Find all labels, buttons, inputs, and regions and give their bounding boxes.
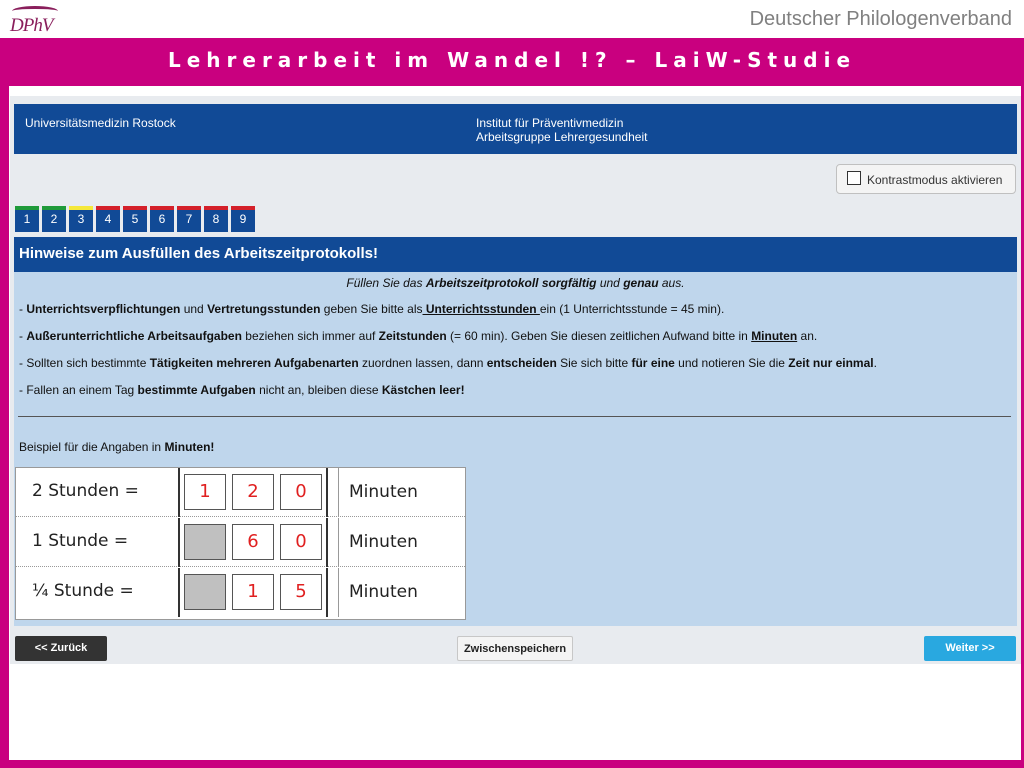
page-tab-9[interactable] (231, 206, 255, 232)
example-digit: 0 (280, 474, 322, 510)
page-tab-1[interactable] (15, 206, 39, 232)
header-institute-line1: Institut für Präventivmedizin (476, 116, 624, 130)
page-tab-8[interactable] (204, 206, 228, 232)
example-digit: 1 (232, 574, 274, 610)
example-unit: Minuten (338, 518, 418, 567)
page-tab-status-indicator (42, 206, 66, 210)
logo-text: DPhV (10, 15, 53, 36)
example-unit: Minuten (338, 568, 418, 617)
example-unit: Minuten (338, 468, 418, 517)
contrast-label: Kontrastmodus aktivieren (867, 173, 1003, 187)
page-tab-status-indicator (69, 206, 93, 210)
instruction-rule-4: - Fallen an einem Tag bestimmte Aufgaben nicht an, bleiben diese Kästchen leer! (19, 383, 465, 397)
page-tab-status-indicator (177, 206, 201, 210)
page-tab-2[interactable] (42, 206, 66, 232)
save-draft-button[interactable]: Zwischenspeichern (457, 636, 573, 661)
intro-text: Füllen Sie das Arbeitszeitprotokoll sorgfältig und genau aus. (346, 276, 685, 290)
example-digit-empty (184, 574, 226, 610)
header-university: Universitätsmedizin Rostock (25, 116, 176, 130)
back-button[interactable]: << Zurück (15, 636, 107, 661)
slide-title: Lehrerarbeit im Wandel !? – LaiW-Studie (167, 48, 857, 72)
example-digit: 0 (280, 524, 322, 560)
page-tab-label: 4 (104, 212, 112, 226)
slide-content (9, 86, 1021, 760)
page-tab-status-indicator (231, 206, 255, 210)
divider (18, 416, 1011, 417)
page-navigation (15, 206, 255, 232)
page-tab-label: 6 (158, 212, 166, 226)
instruction-rule-2: - Außerunterrichtliche Arbeitsaufgaben beziehen sich immer auf Zeitstunden (= 60 min). Geben Sie diesen zeitlichen Aufwand bitte in Minuten an. (19, 329, 818, 343)
example-digit-empty (184, 524, 226, 560)
contrast-mode-toggle[interactable] (836, 164, 1016, 194)
page-tab-label: 2 (50, 212, 58, 226)
page-tab-status-indicator (96, 206, 120, 210)
page-tab-status-indicator (204, 206, 228, 210)
survey-page (10, 96, 1021, 664)
page-tab-status-indicator (15, 206, 39, 210)
page-tab-label: 1 (23, 212, 31, 226)
example-row (16, 518, 465, 567)
example-digit-group (178, 568, 328, 617)
page-tab-4[interactable] (96, 206, 120, 232)
example-row (16, 468, 465, 517)
page-tab-3[interactable] (69, 206, 93, 232)
organization-name: Deutscher Philologenverband (749, 8, 1012, 30)
header-institute-line2: Arbeitsgruppe Lehrergesundheit (476, 130, 648, 144)
instruction-rule-1: - Unterrichtsverpflichtungen und Vertretungsstunden geben Sie bitte als Unterrichtsstunden ein (1 Unterrichtsstunde = 45 min). (19, 302, 725, 316)
example-digit: 1 (184, 474, 226, 510)
instructions-panel (14, 272, 1017, 626)
dphv-logo (10, 4, 60, 36)
survey-header (14, 104, 1017, 154)
header-institute (476, 116, 647, 144)
page-tab-status-indicator (123, 206, 147, 210)
example-digit: 2 (232, 474, 274, 510)
next-button[interactable]: Weiter >> (924, 636, 1016, 661)
page-tab-5[interactable] (123, 206, 147, 232)
page-tab-label: 9 (239, 212, 247, 226)
page-tab-7[interactable] (177, 206, 201, 232)
example-row-label: 2 Stunden = (32, 481, 139, 501)
contrast-checkbox[interactable] (847, 171, 861, 185)
page-tab-label: 7 (185, 212, 193, 226)
example-row-label: ¼ Stunde = (32, 581, 134, 601)
page-tab-6[interactable] (150, 206, 174, 232)
panel-title: Hinweise zum Ausfüllen des Arbeitszeitprotokolls! (14, 237, 1017, 272)
example-digit-group (178, 468, 328, 517)
example-row (16, 568, 465, 617)
instruction-rule-3: - Sollten sich bestimmte Tätigkeiten mehreren Aufgabenarten zuordnen lassen, dann entscheiden Sie sich bitte für eine und notieren Sie die Zeit nur einmal. (19, 356, 877, 370)
example-digit-group (178, 518, 328, 567)
example-row-label: 1 Stunde = (32, 531, 129, 551)
example-table (15, 467, 466, 620)
example-digit: 5 (280, 574, 322, 610)
page-tab-label: 5 (131, 212, 139, 226)
page-tab-label: 3 (77, 212, 85, 226)
page-tab-status-indicator (150, 206, 174, 210)
page-tab-label: 8 (212, 212, 220, 226)
example-intro: Beispiel für die Angaben in Minuten! (19, 440, 215, 454)
slide-header (0, 0, 1024, 38)
example-digit: 6 (232, 524, 274, 560)
